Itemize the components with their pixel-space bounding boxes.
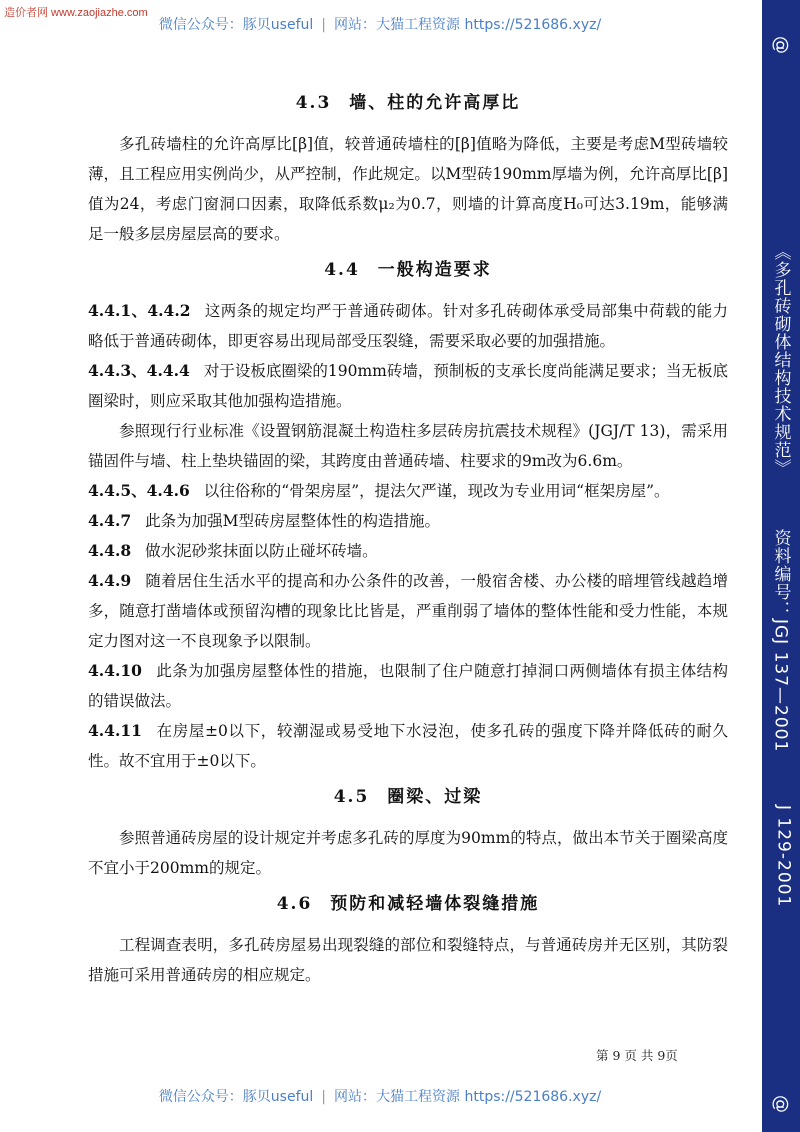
clause-text: 此条为加强房屋整体性的措施，也限制了住户随意打掉洞口两侧墙体有损主体结构的错误做法。 [88,662,728,710]
section-heading-4-5 [88,782,728,807]
watermark-separator: | [321,1089,327,1105]
section-number: 4.5 [333,787,370,807]
clause-number: 4.4.8 [88,541,132,560]
watermark-separator: | [321,17,327,33]
section-number: 4.3 [295,93,332,113]
section-title: 预防和减轻墙体裂缝措施 [330,894,540,914]
watermark-website: 网站：大猫工程资源 https://521686.xyz/ [334,1089,602,1105]
clause-number: 4.4.10 [88,661,142,680]
watermark-website: 网站：大猫工程资源 https://521686.xyz/ [334,17,602,33]
clause-4-4-1 [88,296,728,356]
clause-4-4-3-paragraph: 参照现行行业标准《设置钢筋混凝土构造柱多层砖房抗震技术规程》(JGJ/T 13)，需采用锚固件与墙、柱上垫块锚固的梁，其跨度由普通砖墙、柱要求的9m改为6.6m。 [88,422,728,470]
clause-4-4-9 [88,566,728,656]
section-heading-4-4 [88,255,728,280]
side-bottom-symbol: @ [770,1095,792,1114]
side-document-title: 《多孔砖砌体结构技术规范》 [770,243,791,478]
clause-number: 4.4.1、4.4.2 [88,301,191,320]
clause-4-4-5 [88,476,728,506]
clause-4-4-8 [88,536,728,566]
watermark-wechat: 微信公众号：豚贝useful [158,17,314,33]
section-title: 圈梁、过梁 [387,787,483,807]
watermark-bottom [0,1086,760,1106]
clause-number: 4.4.11 [88,721,142,740]
clause-text: 随着居住生活水平的提高和办公条件的改善，一般宿舍楼、办公楼的暗埋管线越趋增多，随意打凿墙体或预留沟槽的现象比比皆是，严重削弱了墙体的整体性能和受力性能，本规定力图对这一不良现象予以限制。 [88,572,728,650]
side-info [769,243,794,907]
clause-4-4-7 [88,506,728,536]
clause-text: 此条为加强M型砖房屋整体性的构造措施。 [145,512,441,530]
clause-text: 对于设板底圈梁的190mm砖墙，预制板的支承长度尚能满足要求；当无板底圈梁时，则应采取其他加强构造措施。 [88,362,729,410]
clause-number: 4.4.7 [88,511,132,530]
section-4-5-paragraph: 参照普通砖房屋的设计规定并考虑多孔砖的厚度为90mm的特点，做出本节关于圈梁高度不宜小于200mm的规定。 [88,829,728,877]
side-code: JGJ 137—2001 [770,619,791,753]
clause-text: 以往俗称的“骨架房屋”，提法欠严谨，现改为专业用词“框架房屋”。 [203,482,670,500]
watermark-wechat: 微信公众号：豚贝useful [158,1089,314,1105]
page-number: 第 9 页 共 9页 [596,1048,678,1063]
watermark-top [0,14,760,34]
section-number: 4.6 [276,894,313,914]
document-content [88,88,728,990]
clause-text: 在房屋±0以下，较潮湿或易受地下水浸泡，使多孔砖的强度下降并降低砖的耐久性。故不宜用于±0以下。 [88,722,728,770]
clause-4-4-11 [88,716,728,776]
side-record-number: J 129-2001 [773,804,794,907]
section-title: 墙、柱的允许高厚比 [349,93,521,113]
section-number: 4.4 [324,260,360,280]
section-4-3-paragraph: 多孔砖墙柱的允许高厚比[β]值，较普通砖墙柱的[β]值略为降低，主要是考虑M型砖墙较薄，且工程应用实例尚少，从严控制，作此规定。以M型砖190mm厚墙为例，允许高厚比[β]值为24，考虑门窗洞口因素，取降低系数μ₂为0.7，则墙的计算高度H₀可达3.19m，能够满足一般多层房屋层高的要求。 [88,135,728,243]
section-heading-4-3 [88,88,728,113]
side-code-label: 资料编号： [770,529,791,620]
clause-text: 这两条的规定均严于普通砖砌体。针对多孔砖砌体承受局部集中荷载的能力略低于普通砖砌体，即更容易出现局部受压裂缝，需要采取必要的加强措施。 [88,302,728,350]
clause-4-4-3 [88,356,728,416]
section-4-6-paragraph: 工程调查表明，多孔砖房屋易出现裂缝的部位和裂缝特点，与普通砖房并无区别，其防裂措施可采用普通砖房的相应规定。 [88,936,728,984]
side-code-group [769,529,794,752]
section-heading-4-6 [88,889,728,914]
clause-number: 4.4.9 [88,571,132,590]
site-watermark-logo: 造价者网 www.zaojiazhe.com [4,7,148,19]
side-top-symbol: @ [770,36,792,55]
section-title: 一般构造要求 [377,260,492,280]
side-bar [762,0,800,1132]
clause-4-4-10 [88,656,728,716]
clause-text: 做水泥砂浆抹面以防止碰坏砖墙。 [145,542,378,560]
clause-number: 4.4.5、4.4.6 [88,481,190,500]
clause-number: 4.4.3、4.4.4 [88,361,190,380]
